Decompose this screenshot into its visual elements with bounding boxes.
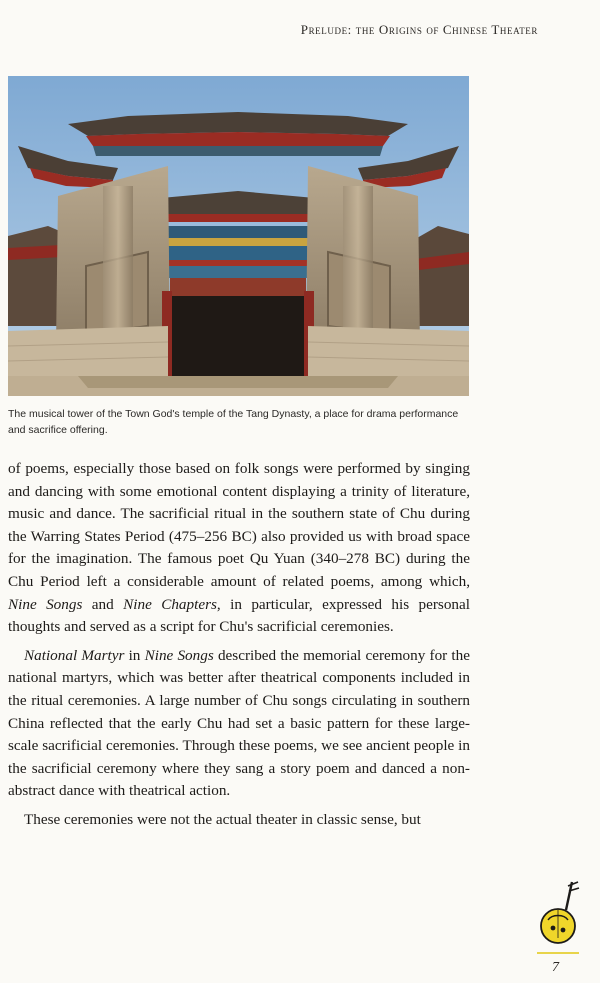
- paragraph-1-text-c: , in particular, expressed his personal thoughts and served as a script for Chu's sacrificial ceremonies.: [8, 595, 470, 636]
- paragraph-3: These ceremonies were not the actual theater in classic sense, but: [24, 810, 421, 828]
- title-nine-songs: Nine Songs: [8, 595, 83, 613]
- paragraph-1-text-b: and: [82, 595, 124, 613]
- title-nine-chapters: Nine Chapters: [123, 595, 217, 613]
- paragraph-2-text-a: in: [124, 646, 145, 664]
- running-head: Prelude: the Origins of Chinese Theater: [300, 22, 538, 37]
- body-text: [8, 458, 470, 832]
- figure-caption: The musical tower of the Town God's temple of the Tang Dynasty, a place for drama performance and sacrifice offering.: [8, 408, 459, 436]
- paragraph-1-text-a: of poems, especially those based on folk songs were performed by singing and dancing with some emotional content displaying a trinity of literature, music and dance. The sacrificial ritual in the southern state of Chu during the Warring States Period (475–256 BC) also provided us with broad space for the imagination. The famous poet Qu Yuan (340–278 BC) during the Chu Period left a considerable amount of related poems, among which,: [8, 460, 470, 590]
- page-number: 7: [552, 960, 559, 975]
- pipa-icon: [538, 880, 584, 946]
- temple-photo: [8, 76, 469, 396]
- paragraph-2-text-b: described the memorial ceremony for the national martyrs, which was better after theatrical components included in the ritual ceremonies. A large number of Chu songs circulating in southern China reflected that the early Chu had set a basic pattern for these large-scale sacrificial ceremonies. Through these poems, we see ancient people in the sacrificial ceremony where they sang a story poem and danced a non-abstract dance with theatrical action.: [8, 646, 470, 800]
- paragraph-1: [8, 458, 470, 639]
- title-nine-songs-2: Nine Songs: [144, 646, 214, 664]
- title-national-martyr: National Martyr: [24, 646, 125, 664]
- paragraph-2: [8, 645, 470, 803]
- footer-rule: [537, 952, 579, 954]
